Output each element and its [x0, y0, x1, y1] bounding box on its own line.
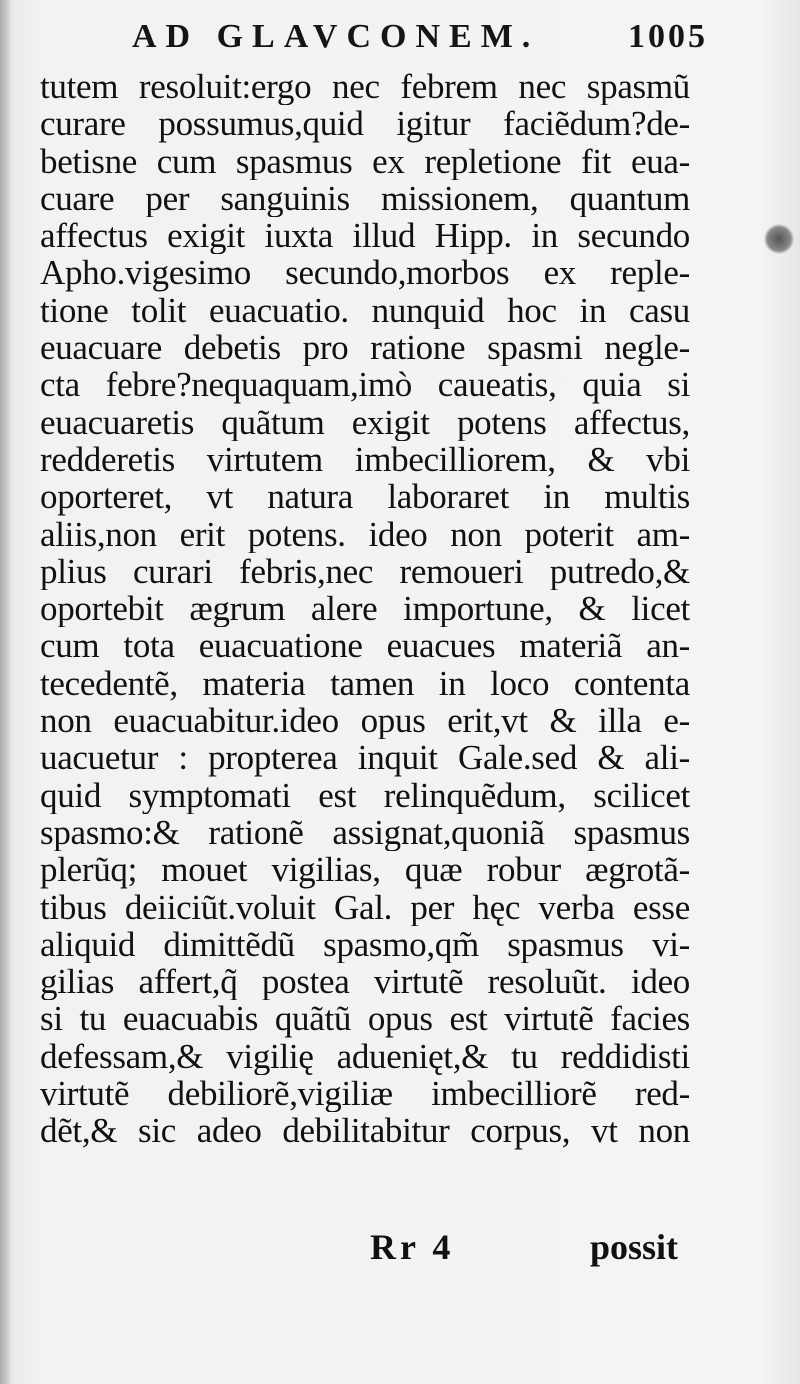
text-line: euacuaretis quãtum exigit potens affectus,: [40, 403, 690, 441]
text-line: quid symptomati est relinquẽdum, scilicet: [40, 776, 690, 814]
page-header: [40, 12, 740, 64]
running-title: AD GLAVCONEM.: [132, 18, 540, 55]
text-line: virtutẽ debiliorẽ,vigiliæ imbecilliorẽ red-: [40, 1075, 690, 1113]
text-line: tutem resoluit:ergo nec febrem nec spasmũ: [40, 68, 690, 106]
text-line: plerũq; mouet vigilias, quæ robur ægrotã-: [40, 851, 690, 889]
text-line: euacuare debetis pro ratione spasmi negle-: [40, 329, 690, 367]
text-line: Apho.vigesimo secundo,morbos ex reple-: [40, 254, 690, 292]
text-line: plius curari febris,nec remoueri putredo,&: [40, 552, 690, 591]
page-number: 1005: [628, 18, 708, 55]
text-line: tibus deiiciũt.voluit Gal. per hęc verba esse: [40, 888, 690, 926]
text-line: affectus exigit iuxta illud Hipp. in secundo: [40, 217, 690, 255]
text-line: curare possumus,quid igitur faciẽdum?de-: [40, 105, 690, 143]
text-line: redderetis virtutem imbecilliorem, & vbi: [40, 440, 690, 479]
text-line: betisne cum spasmus ex repletione fit eua-: [40, 142, 690, 180]
body-text: [40, 68, 690, 1150]
page-footer: [40, 1226, 690, 1274]
text-line: cum tota euacuatione euacues materiã an-: [40, 627, 690, 665]
text-line: tione tolit euacuatio. nunquid hoc in casu: [40, 291, 690, 330]
text-line: oporteret, vt natura laboraret in multis: [40, 478, 690, 516]
text-line: aliis,non erit potens. ideo non poterit am-: [40, 515, 690, 553]
ink-spot: [764, 224, 794, 254]
signature-mark: Rr 4: [370, 1227, 455, 1267]
text-line: tecedentẽ, materia tamen in loco contenta: [40, 664, 690, 703]
text-line: oportebit ægrum alere importune, & licet: [40, 590, 690, 628]
text-line: gilias affert,q̃ postea virtutẽ resoluũt. ideo: [40, 963, 690, 1001]
text-line: cuare per sanguinis missionem, quantum: [40, 179, 690, 218]
text-line: dẽt,& sic adeo debilitabitur corpus, vt non: [40, 1112, 690, 1150]
text-line: cta febre?nequaquam,imò caueatis, quia si: [40, 366, 690, 404]
text-line: aliquid dimittẽdũ spasmo,qm̃ spasmus vi-: [40, 925, 690, 964]
text-line: spasmo:& rationẽ assignat,quoniã spasmus: [40, 813, 690, 852]
text-line: si tu euacuabis quãtũ opus est virtutẽ facies: [40, 1000, 690, 1038]
catchword: possit: [590, 1227, 679, 1267]
text-line: non euacuabitur.ideo opus erit,vt & illa e-: [40, 702, 690, 740]
text-line: uacuetur : propterea inquit Gale.sed & ali-: [40, 739, 690, 777]
page-binding-edge: [0, 0, 10, 1384]
text-line: defessam,& vigilię aduenięt,& tu reddidisti: [40, 1037, 690, 1076]
